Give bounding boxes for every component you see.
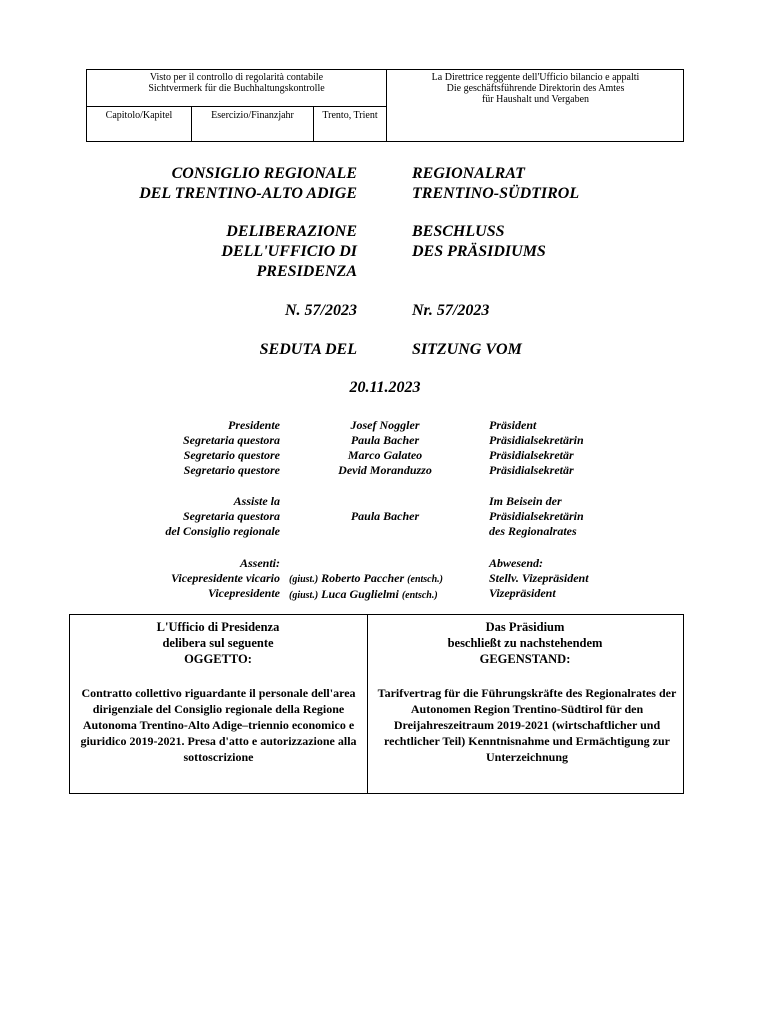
- absent-row: (giust.) Luca Guglielmi (entsch.): [289, 587, 438, 601]
- de-document-type: BESCHLUSS DES PRÄSIDIUMS: [412, 223, 546, 260]
- director-label: La Direttrice reggente dell'Ufficio bilancio e appalti Die geschäftsführende Direktorin des Amtes für Haushalt und Vergaben: [431, 72, 640, 105]
- it-document-type: DELIBERAZIONE DELL'UFFICIO DI PRESIDENZA: [221, 223, 357, 280]
- subject-box: [69, 614, 684, 794]
- it-subject-text: Contratto collettivo riguardante il personale dell'area dirigenziale del Consiglio regionale della Regione Autonoma Trentino-Alto Adige–triennio economico e giuridico 2019-2021. Presa d'atto e autorizzazione alla sottoscrizione: [80, 686, 357, 764]
- de-subject-text: Tarifvertrag für die Führungskräfte des Regionalrates der Autonomen Region Trentino-Südtirol für den Dreijahreszeitraum 2019-2021 (wirtschaftlicher und rechtlicher Teil) Kenntnisnahme und Ermächtigung zur Unterzeichnung: [377, 686, 677, 764]
- assistance-it: Assiste la Segretaria questora del Consiglio regionale: [165, 494, 280, 538]
- it-subject-heading: L'Ufficio di Presidenza delibera sul seguente OGGETTO:: [156, 620, 280, 666]
- chapter-label: Capitolo/Kapitel: [105, 110, 173, 121]
- box-divider: [87, 106, 386, 107]
- de-session-label: SITZUNG VOM: [412, 341, 522, 358]
- absent-roles-it: Assenti: Vicepresidente vicario Vicepresidente: [171, 556, 280, 600]
- absent-roles-de: Abwesend: Stellv. Vizepräsident Vizepräsident: [489, 556, 589, 600]
- de-organization: REGIONALRAT TRENTINO-SÜDTIROL: [412, 165, 580, 202]
- absent-row: (giust.) Roberto Paccher (entsch.): [289, 571, 444, 585]
- absent-names: [289, 571, 489, 603]
- it-organization: CONSIGLIO REGIONALE DEL TRENTINO-ALTO ADIGE: [139, 165, 357, 202]
- fiscal-year-label: Esercizio/Finanzjahr: [211, 110, 294, 121]
- assistance-name: Paula Bacher: [350, 509, 420, 523]
- member-roles-it: Presidente Segretaria questora Segretario questore Segretario questore: [182, 418, 280, 477]
- subject-divider: [367, 615, 368, 793]
- de-resolution-number: Nr. 57/2023: [412, 302, 490, 319]
- de-subject-heading: Das Präsidium beschließt zu nachstehendem GEGENSTAND:: [447, 620, 603, 666]
- accounting-control-box: [86, 69, 684, 142]
- session-date: 20.11.2023: [349, 379, 421, 396]
- it-resolution-number: N. 57/2023: [285, 302, 357, 319]
- member-names: Josef Noggler Paula Bacher Marco Galateo Devid Moranduzzo: [338, 418, 432, 477]
- accounting-control-label: Visto per il controllo di regolarità contabile Sichtvermerk für die Buchhaltungskontrolle: [148, 72, 325, 94]
- place-label: Trento, Trient: [322, 110, 378, 121]
- it-session-label: SEDUTA DEL: [259, 341, 357, 358]
- member-roles-de: Präsident Präsidialsekretärin Präsidialsekretär Präsidialsekretär: [489, 418, 584, 477]
- assistance-de: Im Beisein der Präsidialsekretärin des Regionalrates: [489, 494, 584, 538]
